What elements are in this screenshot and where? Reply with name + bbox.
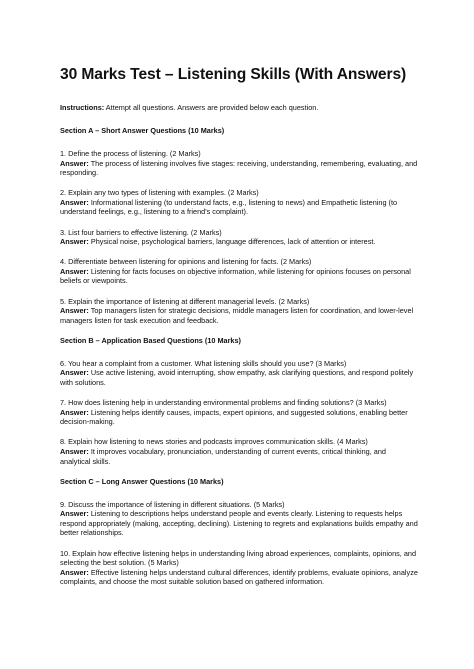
question-block: [60, 297, 418, 326]
question-text: 6. You hear a complaint from a customer. What listening skills should you use? (3 Marks): [60, 358, 347, 368]
answer-text: [60, 509, 418, 538]
section-heading-c: Section C – Long Answer Questions (10 Marks): [60, 476, 224, 486]
question-text: 7. How does listening help in understanding environmental problems and finding solutions? (3 Marks): [60, 398, 387, 408]
answer-text: [60, 159, 418, 178]
answer-label: Answer:: [60, 306, 89, 316]
question-block: [60, 188, 418, 217]
answer-text: [60, 198, 418, 217]
question-block: [60, 359, 418, 388]
answer-label: Answer:: [60, 158, 89, 168]
answer-body: It improves vocabulary, pronunciation, understanding of current events, critical thinking, and analytical skills.: [60, 446, 386, 466]
answer-text: [60, 267, 418, 286]
answer-label: Answer:: [60, 407, 89, 417]
question-block: [60, 257, 418, 286]
question-block: [60, 398, 418, 427]
instructions: [60, 103, 418, 113]
question-text: 10. Explain how effective listening helps in understanding living abroad experiences, complaints, opinions, and selecting the best solution. (5 Marks): [60, 548, 417, 568]
answer-body: The process of listening involves five stages: receiving, understanding, remembering, evaluating, and responding.: [60, 158, 418, 178]
answer-label: Answer:: [60, 368, 89, 378]
answer-body: Physical noise, psychological barriers, language differences, lack of attention or interest.: [88, 237, 376, 247]
answer-body: Effective listening helps understand cultural differences, identify problems, evaluate opinions, analyze complaints, and choose the most suitable solution based on gathered information.: [60, 567, 418, 587]
section-heading-b: Section B – Application Based Questions (10 Marks): [60, 335, 241, 345]
question-text: 2. Explain any two types of listening with examples. (2 Marks): [60, 188, 259, 198]
question-text: 3. List four barriers to effective listening. (2 Marks): [60, 227, 222, 237]
answer-text: [60, 408, 418, 427]
instructions-text: Attempt all questions. Answers are provided below each question.: [104, 103, 319, 112]
question-text: 1. Define the process of listening. (2 Marks): [60, 149, 201, 158]
answer-body: Listening helps identify causes, impacts, expert opinions, and suggested solutions, enabling better decision-making.: [60, 407, 408, 427]
question-text: 8. Explain how listening to news stories and podcasts improves communication skills. (4 Marks): [60, 437, 368, 447]
answer-label: Answer:: [60, 567, 89, 577]
question-text: 4. Differentiate between listening for opinions and listening for facts. (2 Marks): [60, 257, 312, 267]
answer-label: Answer:: [60, 446, 89, 456]
question-text: 5. Explain the importance of listening at different managerial levels. (2 Marks): [60, 296, 310, 306]
answer-body: Listening to descriptions helps understand people and events clearly. Listening to requests helps respond appropriately (making, accepting, declining). Listening to regrets and explanations builds empathy and better relationships.: [60, 509, 418, 538]
answer-label: Answer:: [60, 237, 89, 247]
question-block: [60, 549, 418, 587]
question-block: [60, 228, 418, 247]
answer-label: Answer:: [60, 509, 89, 519]
answer-text: [60, 368, 418, 387]
question-block: [60, 500, 418, 538]
answer-body: Listening for facts focuses on objective information, while listening for opinions focuses on personal beliefs or viewpoints.: [60, 266, 411, 286]
question-text: 9. Discuss the importance of listening in different situations. (5 Marks): [60, 499, 285, 509]
answer-text: [60, 306, 418, 325]
document-title: 30 Marks Test – Listening Skills (With Answers): [60, 66, 407, 83]
question-block: [60, 149, 418, 178]
answer-label: Answer:: [60, 266, 89, 276]
answer-body: Top managers listen for strategic decisions, middle managers listen for coordination, and lower-level managers listen for task execution and feedback.: [60, 306, 414, 325]
instructions-label: Instructions:: [60, 103, 105, 112]
answer-text: [60, 237, 418, 247]
answer-text: [60, 447, 418, 466]
question-block: [60, 437, 418, 466]
answer-text: [60, 568, 418, 587]
answer-body: Use active listening, avoid interrupting, show empathy, ask clarifying questions, and respond politely with solutions.: [60, 368, 414, 387]
answer-label: Answer:: [60, 197, 89, 207]
section-heading-a: Section A – Short Answer Questions (10 Marks): [60, 126, 225, 135]
answer-body: Informational listening (to understand facts, e.g., listening to news) and Empathetic listening (to understand feelings, e.g., listening to a friend's complaint).: [60, 197, 398, 217]
